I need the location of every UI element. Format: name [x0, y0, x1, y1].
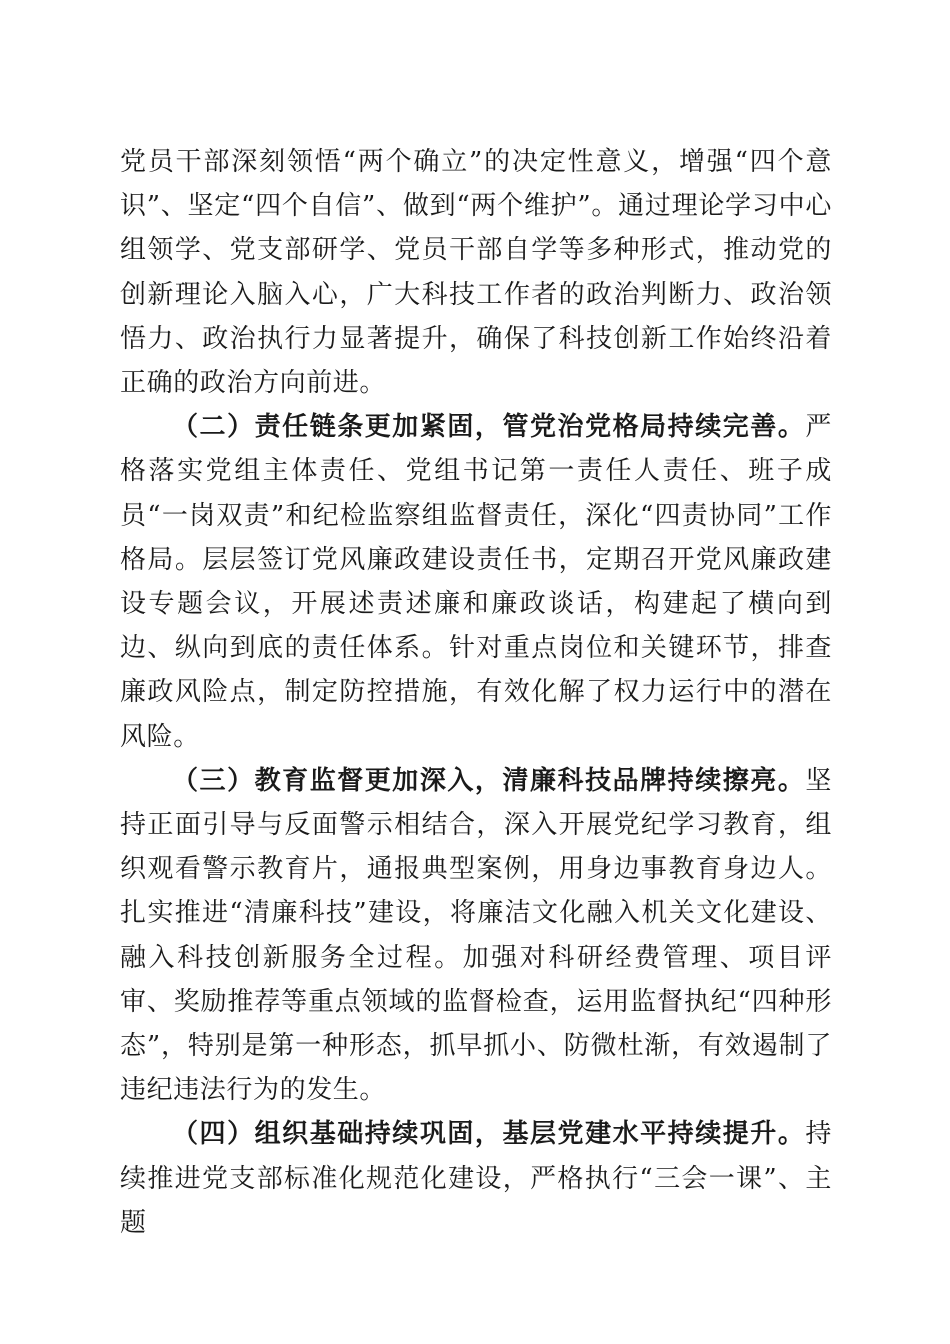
paragraph-continuation	[120, 140, 832, 405]
document-body	[120, 140, 832, 1245]
paragraph-section-3	[120, 759, 832, 1113]
paragraph-section-2	[120, 405, 832, 759]
section-2-heading: （二）责任链条更加紧固，管党治党格局持续完善。	[172, 412, 806, 443]
paragraph-1-body: 党员干部深刻领悟“两个确立”的决定性意义，增强“四个意识”、坚定“四个自信”、做到“两个维护”。通过理论学习中心组领学、党支部研学、党员干部自学等多种形式，推动党的创新理论入脑入心，广大科技工作者的政治判断力、政治领悟力、政治执行力显著提升，确保了科技创新工作始终沿着正确的政治方向前进。	[120, 147, 832, 399]
section-4-body: 持续推进党支部标准化规范化建设，严格执行“三会一课”、主题	[120, 1119, 832, 1238]
section-3-heading: （三）教育监督更加深入，清廉科技品牌持续擦亮。	[172, 765, 806, 796]
section-3-body: 坚持正面引导与反面警示相结合，深入开展党纪学习教育，组织观看警示教育片，通报典型案例，用身边事教育身边人。扎实推进“清廉科技”建设，将廉洁文化融入机关文化建设、融入科技创新服务全过程。加强对科研经费管理、项目评审、奖励推荐等重点领域的监督检查，运用监督执纪“四种形态”，特别是第一种形态，抓早抓小、防微杜渐，有效遏制了违纪违法行为的发生。	[120, 765, 832, 1106]
section-2-body: 严格落实党组主体责任、党组书记第一责任人责任、班子成员“一岗双责”和纪检监察组监督责任，深化“四责协同”工作格局。层层签订党风廉政建设责任书，定期召开党风廉政建设专题会议，开展述责述廉和廉政谈话，构建起了横向到边、纵向到底的责任体系。针对重点岗位和关键环节，排查廉政风险点，制定防控措施，有效化解了权力运行中的潜在风险。	[120, 412, 832, 752]
paragraph-section-4	[120, 1112, 832, 1245]
section-4-heading: （四）组织基础持续巩固，基层党建水平持续提升。	[172, 1119, 806, 1150]
